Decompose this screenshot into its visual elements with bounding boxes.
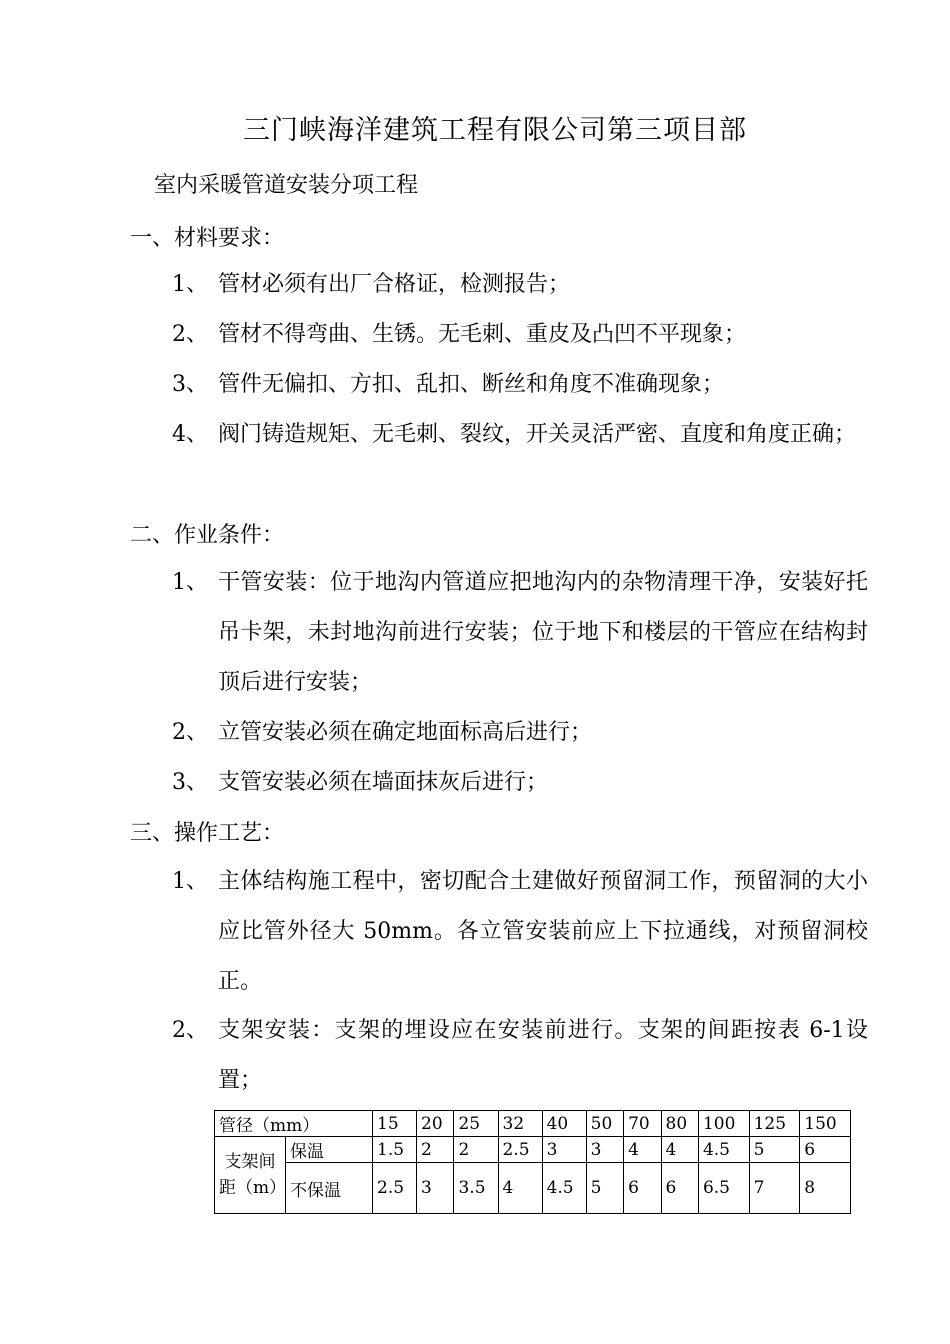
table-cell: 4	[624, 1137, 661, 1163]
item-number: 1、	[172, 272, 208, 297]
diameter-cell: 20	[417, 1111, 454, 1137]
section-heading-process: 三、操作工艺：	[130, 821, 285, 846]
table-cell: 4.5	[698, 1137, 749, 1163]
table-cell: 3	[542, 1137, 586, 1163]
item-text: 管材不得弯曲、生锈。无毛刺、重皮及凸凹不平现象；	[218, 322, 747, 347]
header-label: 管径（mm）	[215, 1111, 373, 1137]
table-cell: 6	[661, 1163, 698, 1214]
item-number: 2、	[172, 1018, 208, 1043]
table-cell: 8	[800, 1163, 851, 1214]
diameter-cell: 80	[661, 1111, 698, 1137]
table-cell: 3.5	[454, 1163, 498, 1214]
table-cell: 4.5	[542, 1163, 586, 1214]
diameter-cell: 15	[373, 1111, 417, 1137]
row-label: 保温	[286, 1137, 373, 1163]
table-row	[215, 1163, 851, 1214]
table-cell: 2.5	[373, 1163, 417, 1214]
item-text: 阀门铸造规矩、无毛刺、裂纹，开关灵活严密、直度和角度正确；	[218, 422, 857, 447]
item-text: 管件无偏扣、方扣、乱扣、断丝和角度不准确现象；	[218, 372, 725, 397]
diameter-cell: 150	[800, 1111, 851, 1137]
table-cell: 2	[454, 1137, 498, 1163]
table-cell: 4	[498, 1163, 542, 1214]
diameter-cell: 125	[749, 1111, 800, 1137]
document-subtitle: 室内采暖管道安装分项工程	[154, 173, 419, 198]
diameter-cell: 70	[624, 1111, 661, 1137]
table-cell: 5	[586, 1163, 623, 1214]
row-group-label: 支架间距（m）	[215, 1137, 286, 1214]
row-label: 不保温	[286, 1163, 373, 1214]
item-number: 1、	[172, 570, 208, 595]
table-cell: 4	[661, 1137, 698, 1163]
item-number: 3、	[172, 372, 208, 397]
item-number: 1、	[172, 869, 208, 894]
item-number: 3、	[172, 770, 208, 795]
table-cell: 6.5	[698, 1163, 749, 1214]
item-text: 管材必须有出厂合格证，检测报告；	[218, 272, 571, 297]
section-heading-materials: 一、材料要求：	[130, 226, 285, 251]
item-text: 立管安装必须在确定地面标高后进行；	[218, 720, 593, 745]
item-text: 主体结构施工程中，密切配合土建做好预留洞工作，预留洞的大小应比管外径大 50mm。各立管安装前应上下拉通线，对预留洞校正。	[218, 869, 868, 994]
table-cell: 2.5	[498, 1137, 542, 1163]
item-number: 2、	[172, 322, 208, 347]
table-cell: 3	[417, 1163, 454, 1214]
table-cell: 6	[800, 1137, 851, 1163]
support-spacing-table	[214, 1110, 851, 1214]
table-cell: 7	[749, 1163, 800, 1214]
diameter-cell: 40	[542, 1111, 586, 1137]
diameter-cell: 25	[454, 1111, 498, 1137]
item-text: 支管安装必须在墙面抹灰后进行；	[218, 770, 549, 795]
diameter-cell: 100	[698, 1111, 749, 1137]
section-heading-conditions: 二、作业条件：	[130, 523, 285, 548]
diameter-cell: 32	[498, 1111, 542, 1137]
item-text: 干管安装：位于地沟内管道应把地沟内的杂物清理干净，安装好托吊卡架，未封地沟前进行安装；位于地下和楼层的干管应在结构封顶后进行安装；	[218, 570, 868, 695]
diameter-cell: 50	[586, 1111, 623, 1137]
table-cell: 5	[749, 1137, 800, 1163]
item-text: 支架安装：支架的埋设应在安装前进行。支架的间距按表 6-1设置；	[218, 1018, 868, 1093]
table-row	[215, 1137, 851, 1163]
table-cell: 2	[417, 1137, 454, 1163]
table-cell: 3	[586, 1137, 623, 1163]
item-number: 4、	[172, 422, 208, 447]
table-cell: 6	[624, 1163, 661, 1214]
document-title: 三门峡海洋建筑工程有限公司第三项目部	[243, 115, 747, 146]
table-header-row	[215, 1111, 851, 1137]
item-number: 2、	[172, 720, 208, 745]
table-cell: 1.5	[373, 1137, 417, 1163]
